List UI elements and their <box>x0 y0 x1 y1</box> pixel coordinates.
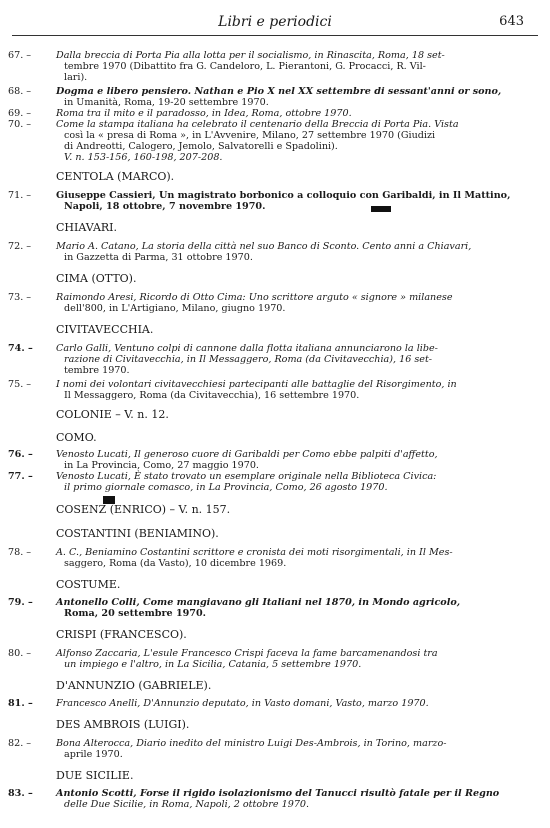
entry-number: 77. – <box>8 471 33 482</box>
entry-line: I nomi dei volontari civitavecchiesi partecipanti alle battaglie del Risorgimento, in <box>56 379 457 390</box>
entry-number: 75. – <box>8 379 32 390</box>
section-heading: CIVITAVECCHIA. <box>56 323 154 336</box>
entry-number: 74. – <box>8 343 33 354</box>
section-heading: COSTUME. <box>56 578 121 591</box>
entry-line: tembre 1970. <box>64 365 130 376</box>
entry-line: Il Messaggero, Roma (da Civitavecchia), 16 settembre 1970. <box>64 390 360 401</box>
entry-number: 80. – <box>8 648 32 659</box>
entry-line: così la « presa di Roma », in L'Avvenire, Milano, 27 settembre 1970 (Giudizi <box>64 130 436 141</box>
entry-line: Come la stampa italiana ha celebrato il centenario della Breccia di Porta Pia. Vista <box>56 119 459 130</box>
section-heading: CRISPI (FRANCESCO). <box>56 628 187 641</box>
page-number: 643 <box>499 14 524 29</box>
entry-line: Carlo Galli, Ventuno colpi di cannone dalla flotta italiana annunciarono la libe- <box>56 343 438 354</box>
entry-line: il primo giornale comasco, in La Provincia, Como, 26 agosto 1970. <box>64 482 388 493</box>
section-heading: COSTANTINI (BENIAMINO). <box>56 527 219 540</box>
section-heading: COMO. <box>56 431 97 444</box>
entry-line: Antonio Scotti, Forse il rigido isolazionismo del Tanucci risultò fatale per il Regno <box>56 788 500 799</box>
entry-line: Mario A. Catano, La storia della città nel suo Banco di Sconto. Cento anni a Chiavari, <box>56 241 472 252</box>
entry-line: aprile 1970. <box>64 749 123 760</box>
entry-line: razione di Civitavecchia, in Il Messaggero, Roma (da Civitavecchia), 16 set- <box>64 354 433 365</box>
entry-line: saggero, Roma (da Vasto), 10 dicembre 1969. <box>64 558 287 569</box>
entry-number: 71. – <box>8 190 32 201</box>
entry-line: Antonello Colli, Come mangiavano gli Italiani nel 1870, in Mondo agricolo, <box>56 597 461 608</box>
entry-number: 78. – <box>8 547 32 558</box>
entry-line: Roma tra il mito e il paradosso, in Idea, Roma, ottobre 1970. <box>56 108 352 119</box>
running-title: Libri e periodici <box>218 14 332 30</box>
entry-line: Alfonso Zaccaria, L'esule Francesco Crispi faceva la fame barcamenandosi tra <box>56 648 438 659</box>
running-header <box>14 14 536 34</box>
entry-line: in Gazzetta di Parma, 31 ottobre 1970. <box>64 252 253 263</box>
entry-line: V. n. 153-156, 160-198, 207-208. <box>64 152 223 163</box>
section-heading: COSENZ (ENRICO) – V. n. 157. <box>56 503 231 516</box>
entry-line: di Andreotti, Calogero, Jemolo, Salvatorelli e Spadolini). <box>64 141 338 152</box>
entry-number: 79. – <box>8 597 33 608</box>
entry-line: in La Provincia, Como, 27 maggio 1970. <box>64 460 259 471</box>
entry-line: tembre 1970 (Dibattito fra G. Candeloro, L. Pierantoni, G. Procacci, R. Vil- <box>64 61 426 72</box>
entry-number: 68. – <box>8 86 32 97</box>
entry-line: Dogma e libero pensiero. Nathan e Pio X nel XX settembre di sessant'anni or sono, <box>56 86 502 97</box>
entry-number: 70. – <box>8 119 32 130</box>
entry-line: Francesco Anelli, D'Annunzio deputato, in Vasto domani, Vasto, marzo 1970. <box>56 698 429 709</box>
entry-number: 67. – <box>8 50 32 61</box>
entry-line: Bona Alterocca, Diario inedito del ministro Luigi Des-Ambrois, in Torino, marzo- <box>56 738 447 749</box>
entry-line: in Umanità, Roma, 19-20 settembre 1970. <box>64 97 269 108</box>
entry-line: Napoli, 18 ottobre, 7 novembre 1970. <box>64 201 266 212</box>
section-heading: COLONIE – V. n. 12. <box>56 408 169 421</box>
entry-number: 82. – <box>8 738 32 749</box>
entry-number: 81. – <box>8 698 33 709</box>
entry-line: un impiego e l'altro, in La Sicilia, Catania, 5 settembre 1970. <box>64 659 362 670</box>
section-heading: CENTOLA (MARCO). <box>56 170 175 183</box>
entry-line: Giuseppe Cassieri, Un magistrato borbonico a colloquio con Garibaldi, in Il Mattino, <box>56 190 511 201</box>
entry-line: Venosto Lucati, Il generoso cuore di Garibaldi per Como ebbe palpiti d'affetto, <box>56 449 438 460</box>
entry-number: 69. – <box>8 108 32 119</box>
entry-number: 76. – <box>8 449 33 460</box>
redaction-mark <box>371 206 391 212</box>
entry-number: 72. – <box>8 241 32 252</box>
section-heading: D'ANNUNZIO (GABRIELE). <box>56 679 212 692</box>
entry-line: Dalla breccia di Porta Pia alla lotta per il socialismo, in Rinascita, Roma, 18 set- <box>56 50 445 61</box>
entry-number: 83. – <box>8 788 33 799</box>
entry-line: delle Due Sicilie, in Roma, Napoli, 2 ottobre 1970. <box>64 799 310 810</box>
entry-line: lari). <box>64 72 88 83</box>
entry-line: Roma, 20 settembre 1970. <box>64 608 206 619</box>
entry-line: A. C., Beniamino Costantini scrittore e cronista dei moti risorgimentali, in Il Mes- <box>56 547 453 558</box>
header-rule <box>12 35 538 36</box>
section-heading: DUE SICILIE. <box>56 769 134 782</box>
entry-line: Venosto Lucati, È stato trovato un esemplare originale nella Biblioteca Civica: <box>56 471 437 482</box>
entry-line: Raimondo Aresi, Ricordo di Otto Cima: Uno scrittore arguto « signore » milanese <box>56 292 453 303</box>
section-heading: CIMA (OTTO). <box>56 272 137 285</box>
section-heading: DES AMBROIS (LUIGI). <box>56 718 190 731</box>
entry-number: 73. – <box>8 292 32 303</box>
section-heading: CHIAVARI. <box>56 221 118 234</box>
entry-line: dell'800, in L'Artigiano, Milano, giugno 1970. <box>64 303 286 314</box>
